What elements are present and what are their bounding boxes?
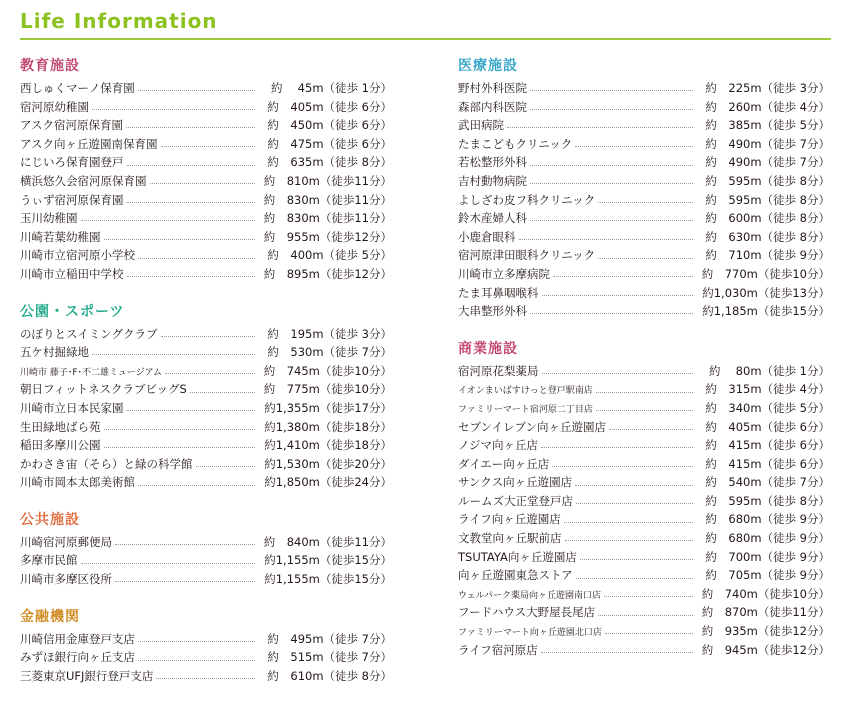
section-title: 公園・スポーツ <box>20 303 125 320</box>
facility-row <box>458 603 830 622</box>
facility-name: 川崎信用金庫登戸支店 <box>20 631 135 646</box>
facility-name: 鈴木産婦人科 <box>458 211 527 226</box>
facility-distance: 約 700m（徒歩 9分） <box>705 549 830 564</box>
facility-row <box>20 570 392 589</box>
facility-name: 宿河原花梨薬局 <box>458 363 539 378</box>
dotted-leader <box>507 126 693 128</box>
facility-name: イオンまいばすけっと登戸駅南店 <box>458 386 593 397</box>
facility-name: 稲田多摩川公園 <box>20 438 101 453</box>
facility-distance: 約 405m（徒歩 6分） <box>705 419 830 434</box>
facility-row <box>458 135 830 154</box>
facility-distance: 約 870m（徒歩11分） <box>701 605 830 620</box>
right-column <box>458 55 830 676</box>
dotted-leader <box>530 219 693 221</box>
dotted-leader <box>575 145 693 147</box>
section-title: 教育施設 <box>20 58 80 74</box>
dotted-leader <box>127 164 256 166</box>
facility-distance: 約1,850m（徒歩24分） <box>264 475 392 490</box>
facility-name: うぃず宿河原保育園 <box>20 192 124 207</box>
dotted-leader <box>576 577 693 579</box>
facility-distance: 約 490m（徒歩 7分） <box>705 155 830 170</box>
facility-distance: 約 540m（徒歩 7分） <box>705 475 830 490</box>
facility-name: にじいろ保育園登戸 <box>20 155 124 170</box>
dotted-leader <box>604 595 693 597</box>
facility-distance: 約1,155m（徒歩15分） <box>264 553 392 568</box>
facility-distance: 約 710m（徒歩 9分） <box>705 248 830 263</box>
facility-distance: 約 830m（徒歩11分） <box>263 211 392 226</box>
facility-name: 川崎市立稲田中学校 <box>20 266 124 281</box>
facility-distance: 約 840m（徒歩11分） <box>263 534 392 549</box>
facility-row <box>458 284 830 303</box>
facility-distance: 約 315m（徒歩 4分） <box>705 382 830 397</box>
facility-name: 三菱東京UFJ銀行登戸支店 <box>20 668 154 683</box>
facility-name: たまこどもクリニック <box>458 136 573 151</box>
facility-distance: 約 80m（徒歩 1分） <box>709 363 830 378</box>
facility-row <box>20 533 392 552</box>
facility-name: 朝日フィットネスクラブビッグS <box>20 382 187 397</box>
dotted-leader <box>541 446 693 448</box>
facility-row <box>20 399 392 418</box>
dotted-leader <box>609 428 693 430</box>
facility-row <box>458 302 830 321</box>
facility-name: 川崎市岡本太郎美術館 <box>20 475 135 490</box>
facility-name: 西しゅくマーノ保育園 <box>20 81 135 95</box>
facility-distance: 約 385m（徒歩 5分） <box>705 118 830 133</box>
facility-row <box>458 153 830 172</box>
facility-name: ファミリーマート宿河原二丁目店 <box>458 404 593 415</box>
dotted-leader <box>165 372 255 374</box>
facility-section <box>20 55 392 284</box>
section-title: 医療施設 <box>458 58 518 74</box>
facility-name: たま耳鼻咽喉科 <box>458 285 539 300</box>
facility-row <box>458 98 830 117</box>
facility-row <box>20 79 392 98</box>
facility-distance: 約 600m（徒歩 8分） <box>705 211 830 226</box>
facility-row <box>458 622 830 641</box>
facility-distance: 約 415m（徒歩 6分） <box>705 438 830 453</box>
facility-distance: 約1,530m（徒歩20分） <box>264 456 392 471</box>
dotted-leader <box>530 89 693 91</box>
facility-row <box>20 455 392 474</box>
facility-row <box>458 510 830 529</box>
facility-distance: 約 745m（徒歩10分） <box>263 363 392 378</box>
dotted-leader <box>156 677 255 679</box>
facility-name: 五ケ村掘緑地 <box>20 345 89 360</box>
facility-name: 宿河原幼稚園 <box>20 99 89 114</box>
dotted-leader <box>115 543 255 545</box>
facility-distance: 約1,185m（徒歩15分） <box>702 304 830 319</box>
facility-name: アスク向ヶ丘遊園南保育園 <box>20 136 158 151</box>
facility-row <box>458 265 830 284</box>
facility-distance: 約1,380m（徒歩18分） <box>264 419 392 434</box>
dotted-leader <box>104 238 256 240</box>
facility-distance: 約 45m（徒歩 1分） <box>271 81 392 95</box>
dotted-leader <box>138 659 255 661</box>
dotted-leader <box>596 409 693 411</box>
dotted-leader <box>138 484 255 486</box>
facility-distance: 約 775m（徒歩10分） <box>263 382 392 397</box>
facility-distance: 約 610m（徒歩 8分） <box>267 668 392 683</box>
dotted-leader <box>565 539 694 541</box>
facility-row <box>20 98 392 117</box>
facility-distance: 約 400m（徒歩 5分） <box>267 248 392 263</box>
facility-row <box>20 228 392 247</box>
dotted-leader <box>605 632 693 634</box>
dotted-leader <box>127 201 256 203</box>
dotted-leader <box>81 562 256 564</box>
facility-distance: 約 595m（徒歩 8分） <box>705 493 830 508</box>
dotted-leader <box>92 108 255 110</box>
dotted-leader <box>542 294 694 296</box>
facility-name: 生田緑地ばら苑 <box>20 419 101 434</box>
facility-row <box>458 585 830 604</box>
facility-row <box>20 667 392 686</box>
facility-distance: 約 195m（徒歩 3分） <box>267 326 392 341</box>
facility-row <box>20 473 392 492</box>
facility-row <box>458 473 830 492</box>
dotted-leader <box>552 465 693 467</box>
facility-row <box>458 380 830 399</box>
facility-name: セブンイレブン向ヶ丘遊園店 <box>458 419 607 434</box>
facility-name: フードハウス大野屋長尾店 <box>458 605 596 620</box>
facility-row <box>458 418 830 437</box>
facility-name: 玉川幼稚園 <box>20 211 78 226</box>
dotted-leader <box>190 391 255 393</box>
facility-name: 川崎若葉幼稚園 <box>20 229 101 244</box>
facility-distance: 約1,410m（徒歩18分） <box>264 438 392 453</box>
dotted-leader <box>530 164 693 166</box>
dotted-leader <box>127 275 256 277</box>
facility-name: 大串整形外科 <box>458 304 527 319</box>
facility-distance: 約 495m（徒歩 7分） <box>267 631 392 646</box>
facility-name: 野村外科医院 <box>458 81 527 95</box>
facility-name: 文教堂向ヶ丘駅前店 <box>458 531 562 546</box>
facility-section <box>458 338 830 660</box>
facility-row <box>458 172 830 191</box>
dotted-leader <box>596 391 693 393</box>
facility-name: 森部内科医院 <box>458 99 527 114</box>
facility-distance: 約 810m（徒歩11分） <box>263 173 392 188</box>
dotted-leader <box>138 257 255 259</box>
facility-name: 川崎市立日本民家園 <box>20 400 124 415</box>
dotted-leader <box>564 521 693 523</box>
facility-row <box>20 343 392 362</box>
facility-name: ライフ向ヶ丘遊園店 <box>458 512 561 527</box>
facility-name: よしざわ皮フ科クリニック <box>458 192 596 207</box>
facility-distance: 約 635m（徒歩 8分） <box>267 155 392 170</box>
facility-name: 川崎宿河原郵便局 <box>20 534 112 549</box>
facility-row <box>458 399 830 418</box>
dotted-leader <box>576 502 693 504</box>
dotted-leader <box>575 484 693 486</box>
facility-row <box>458 436 830 455</box>
facility-distance: 約 595m（徒歩 8分） <box>705 173 830 188</box>
facility-row <box>458 362 830 381</box>
facility-distance: 約 225m（徒歩 3分） <box>705 81 830 95</box>
facility-row <box>458 566 830 585</box>
dotted-leader <box>104 428 256 430</box>
facility-row <box>20 418 392 437</box>
dotted-leader <box>161 145 255 147</box>
dotted-leader <box>530 108 693 110</box>
facility-row <box>20 380 392 399</box>
facility-row <box>458 529 830 548</box>
facility-distance: 約1,155m（徒歩15分） <box>264 572 392 587</box>
facility-name: アスク宿河原保育園 <box>20 118 124 133</box>
facility-distance: 約 945m（徒歩12分） <box>701 642 830 657</box>
facility-distance: 約1,030m（徒歩13分） <box>702 285 830 300</box>
dotted-leader <box>150 182 256 184</box>
facility-row <box>458 641 830 660</box>
facility-row <box>458 191 830 210</box>
facility-distance: 約 770m（徒歩10分） <box>701 266 830 281</box>
dotted-leader <box>127 409 256 411</box>
facility-distance: 約 515m（徒歩 7分） <box>267 650 392 665</box>
facility-distance: 約 830m（徒歩11分） <box>263 192 392 207</box>
facility-distance: 約 340m（徒歩 5分） <box>705 400 830 415</box>
facility-distance: 約 935m（徒歩12分） <box>701 624 830 639</box>
facility-distance: 約 530m（徒歩 7分） <box>267 345 392 360</box>
facility-row <box>20 172 392 191</box>
dotted-leader <box>598 257 693 259</box>
section-title: 商業施設 <box>458 340 518 357</box>
facility-row <box>458 228 830 247</box>
facility-name: 武田病院 <box>458 118 504 133</box>
title-divider <box>20 38 831 40</box>
facility-row <box>20 325 392 344</box>
facility-distance: 約 680m（徒歩 9分） <box>705 531 830 546</box>
facility-distance: 約 705m（徒歩 9分） <box>705 568 830 583</box>
dotted-leader <box>115 580 255 582</box>
facility-row <box>20 135 392 154</box>
dotted-leader <box>542 372 694 374</box>
facility-row <box>20 209 392 228</box>
facility-name: 川崎市立宿河原小学校 <box>20 248 135 263</box>
facility-name: ファミリーマート向ヶ丘遊園北口店 <box>458 628 602 639</box>
dotted-leader <box>161 335 255 337</box>
facility-name: 小鹿倉眼科 <box>458 229 516 244</box>
facility-name: ノジマ向ヶ丘店 <box>458 438 539 453</box>
facility-row <box>458 79 830 98</box>
facility-row <box>458 246 830 265</box>
facility-distance: 約 680m（徒歩 9分） <box>705 512 830 527</box>
dotted-leader <box>519 238 694 240</box>
facility-name: かわさき宙（そら）と緑の科学館 <box>20 456 193 471</box>
dotted-leader <box>598 201 693 203</box>
dotted-leader <box>530 182 693 184</box>
facility-distance: 約 595m（徒歩 8分） <box>705 192 830 207</box>
dotted-leader <box>541 651 693 653</box>
dotted-leader <box>580 558 693 560</box>
facility-name: ライフ宿河原店 <box>458 642 538 657</box>
facility-name: 吉村動物病院 <box>458 173 527 188</box>
facility-name: 川崎市 藤子･F･不二雄ミュージアム <box>20 367 163 378</box>
facility-name: TSUTAYA向ヶ丘遊園店 <box>458 549 577 564</box>
facility-row <box>20 116 392 135</box>
facility-row <box>20 246 392 265</box>
dotted-leader <box>530 312 693 314</box>
dotted-leader <box>196 465 256 467</box>
section-title: 金融機関 <box>20 608 80 625</box>
facility-distance: 約1,355m（徒歩17分） <box>264 400 392 415</box>
facility-name: 宿河原津田眼科クリニック <box>458 248 596 263</box>
facility-row <box>458 209 830 228</box>
dotted-leader <box>598 614 693 616</box>
facility-name: のぼりとスイミングクラブ <box>20 326 158 341</box>
facility-name: 多摩市民館 <box>20 553 78 568</box>
facility-row <box>20 630 392 649</box>
facility-distance: 約 630m（徒歩 8分） <box>705 229 830 244</box>
facility-name: みずほ銀行向ヶ丘支店 <box>20 650 135 665</box>
facility-distance: 約 415m（徒歩 6分） <box>705 456 830 471</box>
facility-row <box>20 551 392 570</box>
section-title: 公共施設 <box>20 511 80 528</box>
facility-row <box>20 153 392 172</box>
facility-distance: 約 955m（徒歩12分） <box>263 229 392 244</box>
facility-row <box>458 455 830 474</box>
facility-row <box>20 648 392 667</box>
facility-name: サンクス向ヶ丘遊園店 <box>458 475 573 490</box>
facility-distance: 約 450m（徒歩 6分） <box>267 118 392 133</box>
dotted-leader <box>92 353 255 355</box>
facility-row <box>20 191 392 210</box>
facility-distance: 約 490m（徒歩 7分） <box>705 136 830 151</box>
facility-name: 向ヶ丘遊園東急ストア <box>458 568 573 583</box>
facility-name: ルームズ大正堂登戸店 <box>458 493 573 508</box>
facility-section <box>20 301 392 492</box>
facility-name: ウェルパーク薬局向ヶ丘遊園南口店 <box>458 590 602 601</box>
facility-section <box>458 55 830 321</box>
left-column <box>20 55 392 702</box>
facility-row <box>20 265 392 284</box>
page-title: Life Information <box>20 9 218 33</box>
dotted-leader <box>81 219 256 221</box>
dotted-leader <box>138 89 255 91</box>
facility-distance: 約 895m（徒歩12分） <box>263 266 392 281</box>
facility-row <box>458 492 830 511</box>
facility-distance: 約 405m（徒歩 6分） <box>267 99 392 114</box>
facility-distance: 約 475m（徒歩 6分） <box>267 136 392 151</box>
facility-section <box>20 509 392 589</box>
facility-row <box>458 116 830 135</box>
facility-name: 横浜悠久会宿河原保育園 <box>20 173 147 188</box>
facility-distance: 約 740m（徒歩10分） <box>701 586 830 601</box>
facility-distance: 約 260m（徒歩 4分） <box>705 99 830 114</box>
facility-name: ダイエー向ヶ丘店 <box>458 456 550 471</box>
dotted-leader <box>138 640 255 642</box>
facility-row <box>458 548 830 567</box>
facility-name: 川崎市多摩区役所 <box>20 572 112 587</box>
dotted-leader <box>126 126 255 128</box>
facility-name: 川崎市立多摩病院 <box>458 266 550 281</box>
facility-row <box>20 362 392 381</box>
facility-row <box>20 436 392 455</box>
dotted-leader <box>553 275 693 277</box>
dotted-leader <box>104 446 256 448</box>
facility-section <box>20 606 392 686</box>
facility-name: 若松整形外科 <box>458 155 527 170</box>
